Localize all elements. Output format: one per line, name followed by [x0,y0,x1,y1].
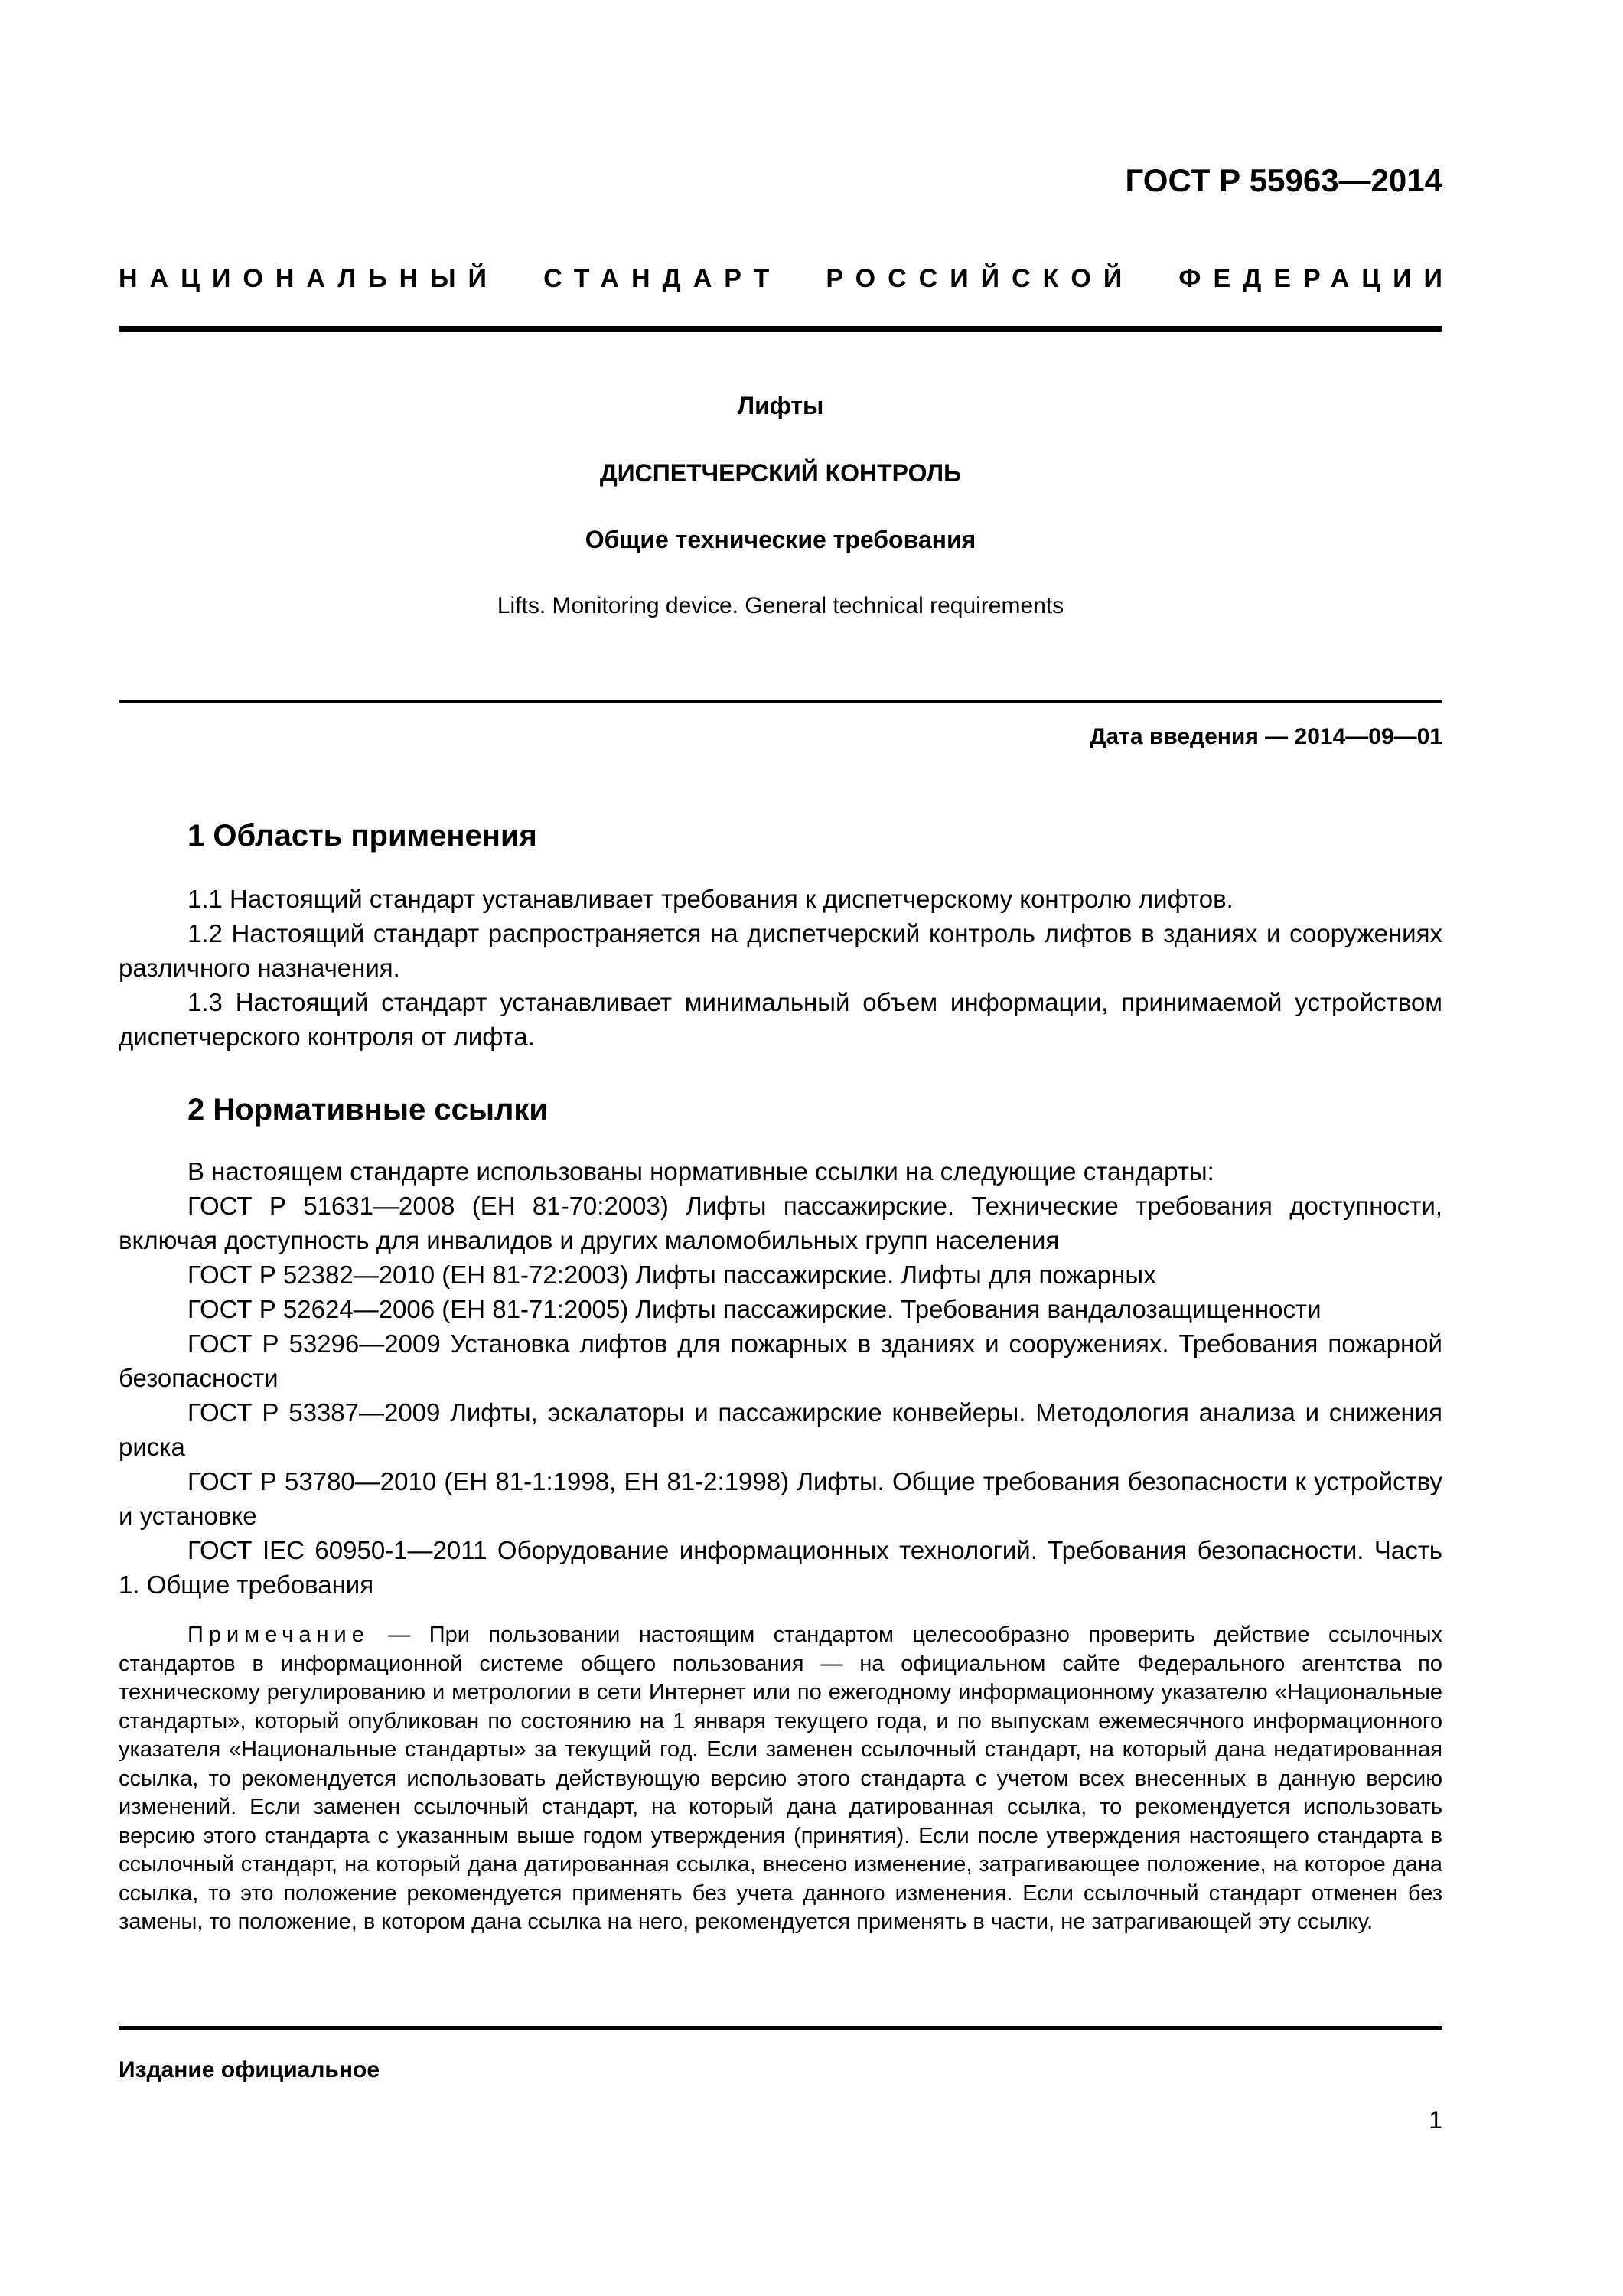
paragraph: 1.3 Настоящий стандарт устанавливает минимальный объем информации, принимаемой устройством диспетчерского контроля от лифта. [119,988,1442,1051]
note-label: Примечание [187,1623,370,1647]
header-word: РОССИЙСКОЙ [826,264,1135,293]
reference-item: ГОСТ Р 53387—2009 Лифты, эскалаторы и пассажирские конвейеры. Методология анализа и снижения риска [119,1398,1442,1461]
references-note [119,1621,1442,1937]
header-word: ФЕДЕРАЦИИ [1178,264,1455,293]
title-category: Лифты [737,392,824,419]
header-divider [119,326,1442,332]
section-heading-scope: 1 Область применения [187,819,537,853]
reference-item: ГОСТ IEC 60950-1—2011 Оборудование информационных технологий. Требования безопасности. Часть 1. Общие требования [119,1536,1442,1599]
header-word: СТАНДАРТ [543,264,782,293]
reference-item: ГОСТ Р 52382—2010 (ЕН 81-72:2003) Лифты пассажирские. Лифты для пожарных [187,1261,1156,1289]
reference-item: ГОСТ Р 53296—2009 Установка лифтов для пожарных в зданиях и сооружениях. Требования пожарной безопасности [119,1329,1442,1392]
references-intro: В настоящем стандарте использованы нормативные ссылки на следующие стандарты: [187,1157,1214,1186]
title-main: ДИСПЕТЧЕРСКИЙ КОНТРОЛЬ [599,459,962,487]
title-english: Lifts. Monitoring device. General technical requirements [497,593,1064,618]
section-scope-body [119,882,1442,1054]
title-divider [119,700,1442,703]
page-number: 1 [1429,2106,1442,2134]
paragraph: 1.1 Настоящий стандарт устанавливает требования к диспетчерскому контролю лифтов. [187,885,1234,913]
paragraph: 1.2 Настоящий стандарт распространяется на диспетчерский контроль лифтов в зданиях и сооружениях различного назначения. [119,919,1442,982]
edition-label: Издание официальное [119,2057,380,2082]
header-word: НАЦИОНАЛЬНЫЙ [119,264,499,293]
national-standard-header [119,264,1455,294]
title-subtitle: Общие технические требования [585,526,976,553]
section-references-body [119,1154,1442,1602]
reference-item: ГОСТ Р 51631—2008 (ЕН 81-70:2003) Лифты пассажирские. Технические требования доступности, включая доступность для инвалидов и других маломобильных групп населения [119,1192,1442,1254]
section-heading-references: 2 Нормативные ссылки [187,1093,549,1127]
document-number: ГОСТ Р 55963—2014 [1125,162,1442,198]
introduction-date: Дата введения — 2014—09—01 [1090,724,1442,749]
note-text: — При пользовании настоящим стандартом целесообразно проверить действие ссылочных стандартов в информационной системе общего пользования — на официальном сайте Федерального агентства по техническому регулированию и метрологии в сети Интернет или по ежегодному информационному указателю «Национальные стандарты», который опубликован по состоянию на 1 января текущего года, и по выпускам ежемесячного информационного указателя «Национальные стандарты» за текущий год. Если заменен ссылочный стандарт, на который дана недатированная ссылка, то рекомендуется использовать действующую версию этого стандарта с учетом всех внесенных в данную версию изменений. Если заменен ссылочный стандарт, на который дана датированная ссылка, то рекомендуется использовать версию этого стандарта с указанным выше годом утверждения (принятия). Если после утверждения настоящего стандарта в ссылочный стандарт, на который дана датированная ссылка, внесено изменение, затрагивающее положение, на которое дана ссылка, то это положение рекомендуется применять без учета данного изменения. Если ссылочный стандарт отменен без замены, то положение, в котором дана ссылка на него, рекомендуется применять в части, не затрагивающей эту ссылку. [119,1623,1442,1934]
reference-item: ГОСТ Р 52624—2006 (ЕН 81-71:2005) Лифты пассажирские. Требования вандалозащищенности [187,1295,1322,1323]
reference-item: ГОСТ Р 53780—2010 (ЕН 81-1:1998, ЕН 81-2:1998) Лифты. Общие требования безопасности к устройству и установке [119,1467,1442,1530]
footer-divider [119,2026,1442,2030]
